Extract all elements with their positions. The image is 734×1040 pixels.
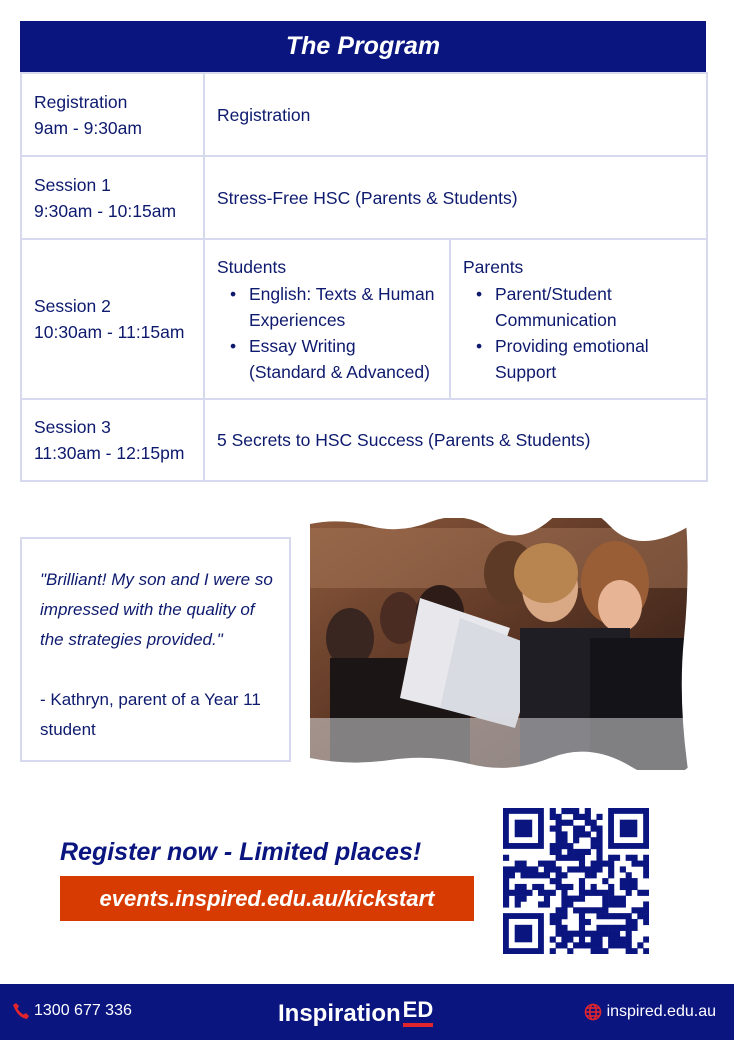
time-cell: [21, 73, 204, 156]
program-title: The Program: [20, 21, 706, 72]
parents-heading: Parents: [463, 256, 524, 277]
table-row: [21, 399, 707, 481]
register-link[interactable]: events.inspired.edu.au/kickstart: [60, 876, 474, 921]
row-label: Registration: [34, 91, 128, 112]
testimonial-quote: "Brilliant! My son and I were so impressed with the quality of the strategies provided.": [40, 570, 273, 649]
row-label: Session 3: [34, 417, 111, 437]
phone-icon: [12, 1002, 30, 1020]
time-cell: [21, 399, 204, 481]
logo-ed-text: ED: [403, 997, 434, 1027]
row-time: 10:30am - 11:15am: [34, 322, 185, 342]
testimonial-box: [20, 537, 291, 762]
list-item: • Providing emotional Support: [463, 333, 694, 385]
register-heading: Register now - Limited places!: [60, 838, 422, 866]
testimonial-author: - Kathryn, parent of a Year 11 student: [40, 690, 261, 739]
content-cell: Stress-Free HSC (Parents & Students): [204, 156, 707, 239]
table-row: [21, 156, 707, 239]
globe-icon: [584, 1003, 602, 1021]
row-label: Session 1: [34, 174, 111, 195]
students-list: [217, 281, 437, 385]
row-time: 9am - 9:30am: [34, 117, 142, 138]
program-section: [20, 21, 706, 482]
footer-phone[interactable]: [12, 1002, 132, 1020]
row-time: 11:30am - 12:15pm: [34, 443, 185, 463]
students-heading: Students: [217, 256, 287, 277]
table-row: [21, 239, 707, 399]
qr-code[interactable]: [503, 808, 649, 954]
list-item: • Essay Writing (Standard & Advanced): [217, 333, 437, 385]
website-text: inspired.edu.au: [606, 1003, 716, 1020]
phone-number: 1300 677 336: [34, 1002, 132, 1019]
footer-website[interactable]: [584, 1003, 716, 1021]
classroom-photo: [310, 518, 696, 770]
row-time: 9:30am - 10:15am: [34, 200, 177, 221]
list-item: • English: Texts & Human Experiences: [217, 281, 437, 333]
time-cell: [21, 239, 204, 399]
content-cell: 5 Secrets to HSC Success (Parents & Students): [204, 399, 707, 481]
content-cell: Registration: [204, 73, 707, 156]
students-cell: [204, 239, 450, 399]
list-item: • Parent/Student Communication: [463, 281, 694, 333]
time-cell: [21, 156, 204, 239]
schedule-table: [20, 72, 708, 482]
logo-text: Inspiration: [278, 1000, 401, 1027]
footer: [0, 984, 734, 1040]
parents-list: [463, 281, 694, 385]
row-label: Session 2: [34, 296, 111, 316]
inspiration-ed-logo: [278, 997, 433, 1031]
table-row: [21, 73, 707, 156]
parents-cell: [450, 239, 707, 399]
